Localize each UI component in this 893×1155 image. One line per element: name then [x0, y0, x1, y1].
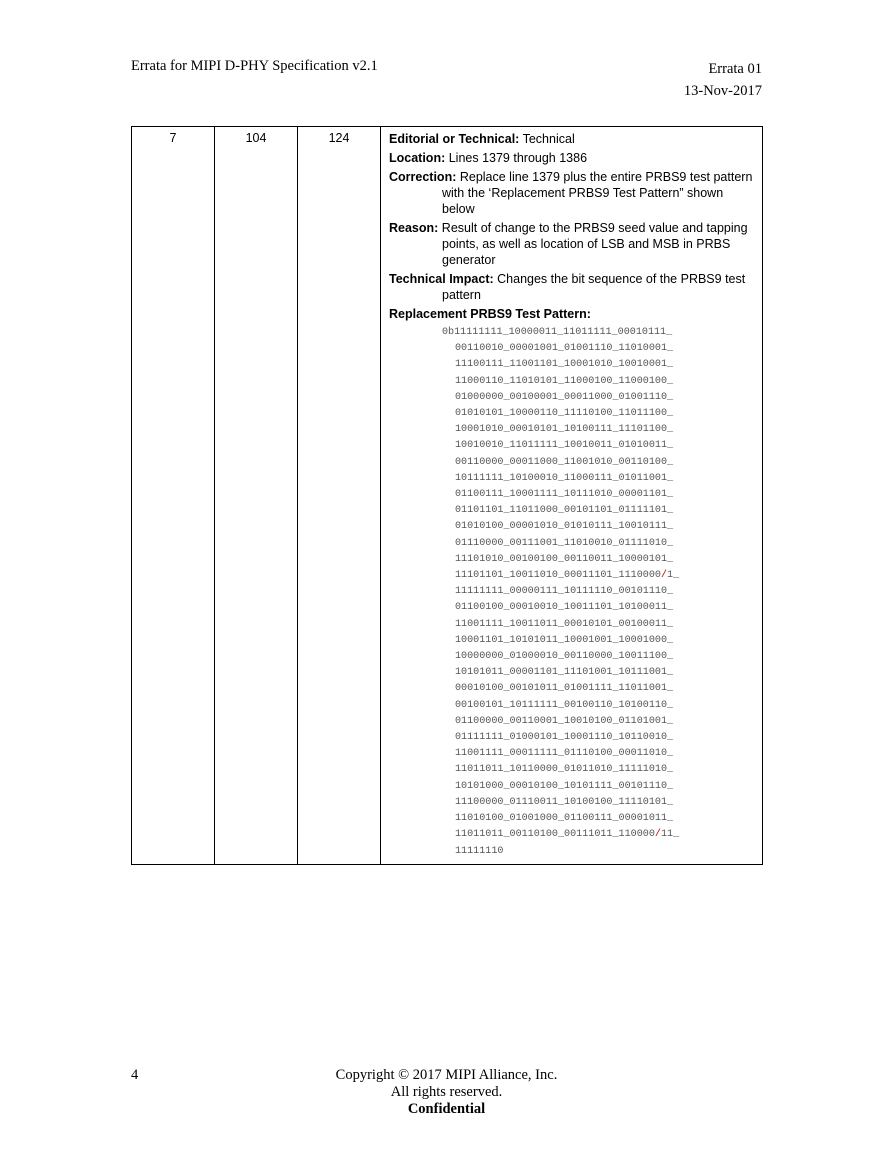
pattern-line: 01000000_00100001_00011000_01001110_ [455, 391, 674, 403]
pattern-line-marked [442, 827, 754, 843]
pattern-line: 10010010_11011111_10010011_01010011_ [455, 440, 674, 452]
pattern-line: 01100100_00010010_10011101_10100011_ [455, 602, 674, 614]
correction-label: Correction: [389, 170, 457, 184]
pattern-line: 10101011_00001101_11101001_10111001_ [455, 667, 674, 679]
pattern-line: 10001101_10101011_10001001_10001000_ [455, 634, 674, 646]
pattern-line-text: 11101101_10011010_00011101_1110000 [455, 570, 661, 582]
page-ref-cell: 104 [215, 127, 298, 865]
impact-field [389, 271, 754, 303]
pattern-line: 11111110 [455, 845, 504, 857]
reason-value: Result of change to the PRBS9 seed value and tapping points, as well as location of LSB and MSB in PRBS generator [438, 221, 748, 267]
pattern-line-tail: 11_ [660, 829, 680, 841]
pattern-line-marked [442, 568, 754, 584]
page-number: 4 [131, 1067, 139, 1083]
pattern-line-tail: 1_ [667, 570, 680, 582]
pattern-line: 01110000_00111001_11010010_01111010_ [455, 537, 674, 549]
pattern-line: 01101101_11011000_00101101_01111101_ [455, 505, 674, 517]
editorial-field [389, 131, 754, 147]
line-ref-cell: 124 [298, 127, 381, 865]
location-value: Lines 1379 through 1386 [445, 151, 588, 165]
pattern-line: 01100111_10001111_10111010_00001101_ [455, 489, 674, 501]
errata-table [131, 126, 763, 865]
header-document-title: Errata for MIPI D-PHY Specification v2.1 [131, 58, 378, 74]
pattern-line: 01010101_10000110_11110100_11011100_ [455, 408, 674, 420]
pattern-line: 11101010_00100100_00110011_10000101_ [455, 553, 674, 565]
pattern-line: 00110000_00011000_11001010_00110100_ [455, 456, 674, 468]
header-errata-number: Errata 01 [708, 61, 762, 77]
pattern-line: 01100000_00110001_10010100_01101001_ [455, 715, 674, 727]
reason-field [389, 220, 754, 268]
deletion-mark: / [660, 570, 668, 582]
confidential-label: Confidential [407, 1101, 486, 1117]
pattern-line: 11000110_11010101_11000100_11000100_ [455, 375, 674, 387]
pattern-line: 00100101_10111111_00100110_10100110_ [455, 699, 674, 711]
item-number-cell: 7 [132, 127, 215, 865]
header-errata-info [684, 58, 762, 102]
pattern-line: 10101000_00010100_10101111_00101110_ [455, 780, 674, 792]
reason-label: Reason: [389, 221, 439, 235]
deletion-mark: / [654, 829, 661, 841]
pattern-line: 11100111_11001101_10001010_10010001_ [455, 359, 674, 371]
footer [0, 1067, 893, 1118]
copyright-text: Copyright © 2017 MIPI Alliance, Inc. [335, 1067, 558, 1083]
pattern-line: 00010100_00101011_01001111_11011001_ [455, 683, 674, 695]
pattern-line: 00110010_00001001_01001110_11010001_ [455, 343, 674, 355]
pattern-line: 11001111_00011111_01110100_00011010_ [455, 748, 674, 760]
header-date: 13-Nov-2017 [683, 83, 762, 99]
pattern-line: 10001010_00010101_10100111_11101100_ [455, 424, 674, 436]
editorial-value: Technical [519, 132, 575, 146]
location-field [389, 150, 754, 166]
pattern-line: 01111111_01000101_10001110_10110010_ [455, 732, 674, 744]
correction-field [389, 169, 754, 217]
pattern-line: 11001111_10011011_00010101_00100011_ [455, 618, 674, 630]
pattern-line-text: 11011011_00110100_00111011_110000 [455, 829, 655, 841]
pattern-line: 01010100_00001010_01010111_10010111_ [455, 521, 674, 533]
impact-label: Technical Impact: [389, 272, 494, 286]
pattern-line: 10000000_01000010_00110000_10011100_ [455, 651, 674, 663]
correction-value: Replace line 1379 plus the entire PRBS9 test pattern with the ‘Replacement PRBS9 Test Pattern” shown below [442, 170, 753, 216]
rights-text: All rights reserved. [390, 1084, 503, 1100]
pattern-heading: Replacement PRBS9 Test Pattern: [389, 307, 591, 321]
description-cell [381, 127, 763, 865]
editorial-label: Editorial or Technical: [389, 132, 520, 146]
pattern-line: 11111111_00000111_10111110_00101110_ [455, 586, 674, 598]
pattern-line: 11100000_01110011_10100100_11110101_ [455, 796, 674, 808]
prbs9-pattern [442, 325, 754, 860]
pattern-line: 10111111_10100010_11000111_01011001_ [455, 472, 674, 484]
location-label: Location: [389, 151, 446, 165]
impact-value: Changes the bit sequence of the PRBS9 test pattern [442, 272, 746, 302]
pattern-line: 11011011_10110000_01011010_11111010_ [455, 764, 674, 776]
table-row [132, 127, 763, 865]
pattern-line: 11010100_01001000_01100111_00001011_ [455, 813, 674, 825]
pattern-line: 0b11111111_10000011_11011111_00010111_ [442, 327, 673, 338]
